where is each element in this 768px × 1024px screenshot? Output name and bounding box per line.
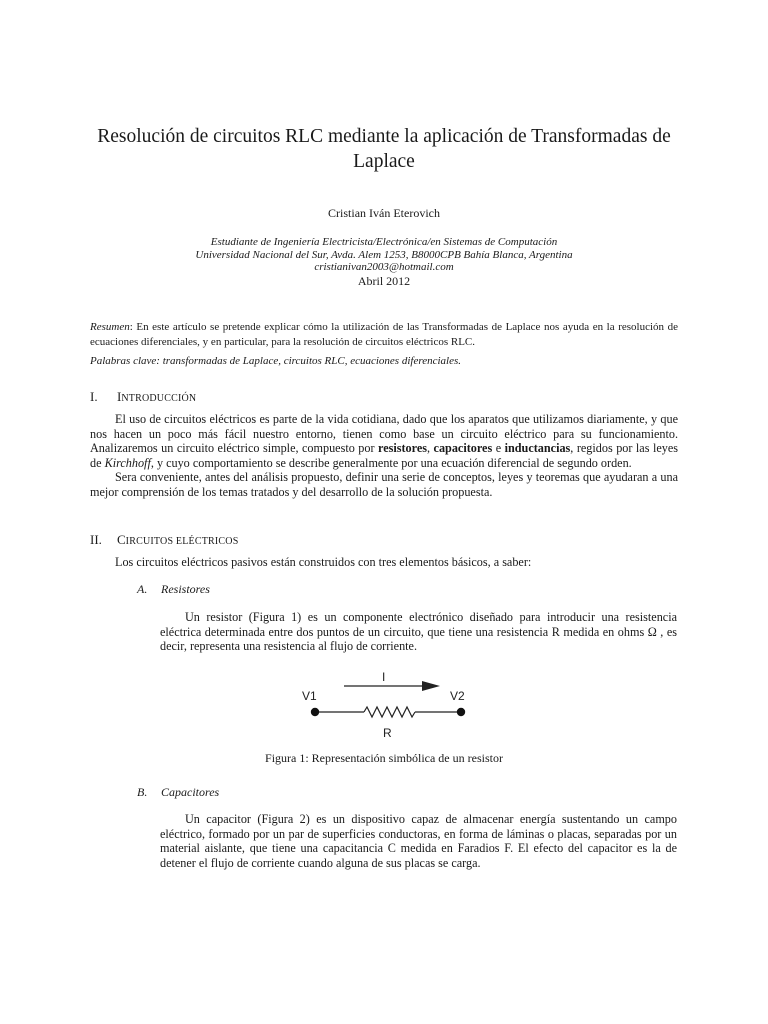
figure-resistor [296, 667, 486, 747]
subsection-letter: A. [137, 582, 148, 596]
subsection-heading-capacitores [137, 785, 219, 800]
text-run: , y cuyo comportamiento se describe generalmente por una ecuación diferencial de segundo orden. [150, 455, 632, 470]
section-title-initial: I [117, 389, 122, 404]
keywords [90, 355, 678, 367]
paper-date: Abril 2012 [357, 274, 411, 288]
section-number: I. [90, 389, 98, 404]
author-name: Cristian Iván Eterovich [328, 206, 440, 220]
node-v1 [311, 708, 319, 716]
section-title-rest: IRCUITOS ELÉCTRICOS [125, 536, 239, 547]
author-affiliation [120, 236, 648, 274]
paragraph: Sera conveniente, antes del análisis propuesto, definir una serie de conceptos, leyes y teoremas que ayudaran a una mejor comprensión de los temas tratados y del desarrollo de la solución propuesta. [90, 470, 678, 499]
paper-title: Resolución de circuitos RLC mediante la aplicación de Transformadas de Laplace [97, 126, 671, 172]
label-v1: V1 [302, 689, 317, 703]
label-resistance: R [383, 726, 392, 740]
subsection-resistores-text: Un resistor (Figura 1) es un componente electrónico diseñado para introducir una resistencia eléctrica determinada entre dos puntos de un circuito, que tiene una resistencia R medida en ohms Ω , es decir, representa una resistencia al flujo de corriente. [160, 610, 677, 654]
text-run: , regidos por las leyes de [90, 441, 678, 470]
node-v2 [457, 708, 465, 716]
abstract [90, 320, 678, 350]
bold-term: inductancias [504, 441, 571, 456]
section-introduccion-body [90, 412, 678, 500]
label-v2: V2 [450, 689, 465, 703]
text-run: , [427, 441, 434, 456]
subsection-capacitores-text: Un capacitor (Figura 2) es un dispositivo capaz de almacenar energía sustentando un campo eléctrico, formado por un par de superficies conductoras, en forma de láminas o placas, separadas por un material aislante, que tiene una capacitancia C medida en Faradios F. El efecto del capacitor es la de detener el flujo de corriente cuando alguna de sus placas se carga. [160, 812, 677, 870]
section-title-rest: NTRODUCCIÓN [121, 393, 197, 404]
keywords-label: Palabras clave [90, 355, 157, 367]
bold-term: resistores [378, 441, 427, 456]
current-arrowhead [422, 681, 440, 691]
bold-term: capacitores [433, 441, 493, 456]
subsection-letter: B. [137, 785, 148, 799]
abstract-label: Resumen [90, 321, 130, 333]
section-circuitos-intro: Los circuitos eléctricos pasivos están construidos con tres elementos básicos, a saber: [115, 555, 532, 569]
section-heading-circuitos [90, 532, 238, 548]
italic-term: Kirchhoff [104, 455, 151, 470]
figure-caption: Figura 1: Representación simbólica de un resistor [265, 751, 503, 765]
subsection-title: Capacitores [161, 785, 220, 799]
keywords-text: : transformadas de Laplace, circuitos RLC, ecuaciones diferenciales. [156, 355, 461, 367]
resistor-symbol [364, 707, 415, 717]
section-title-initial: C [117, 532, 126, 547]
abstract-text: : En este artículo se pretende explicar cómo la utilización de las Transformadas de Laplace nos ayuda en la resolución de ecuaciones diferenciales, y en particular, para la resolución de circuitos eléctricos RLC. [90, 321, 678, 348]
section-number: II. [90, 532, 102, 547]
affiliation-line: Universidad Nacional del Sur, Avda. Alem 1253, B8000CPB Bahía Blanca, Argentina [195, 248, 573, 261]
text-run: El uso de circuitos eléctricos es parte de la vida cotidiana, dado que los aparatos que utilizamos diariamente, y que nos hacen un poco más fácil nuestro entorno, tienen como base un circuito eléctrico para su funcionamiento. Analizaremos un circuito eléctrico simple, compuesto por [90, 412, 678, 456]
affiliation-line: Estudiante de Ingeniería Electricista/Electrónica/en Sistemas de Computación [210, 236, 558, 248]
subsection-title: Resistores [161, 582, 210, 596]
subsection-heading-resistores [137, 582, 210, 597]
author-email: cristianivan2003@hotmail.com [314, 261, 454, 274]
resistor-diagram [296, 667, 486, 747]
label-current: I [382, 670, 386, 684]
section-heading-introduccion [90, 389, 196, 405]
paragraph [90, 412, 678, 470]
text-run: e [492, 441, 505, 456]
